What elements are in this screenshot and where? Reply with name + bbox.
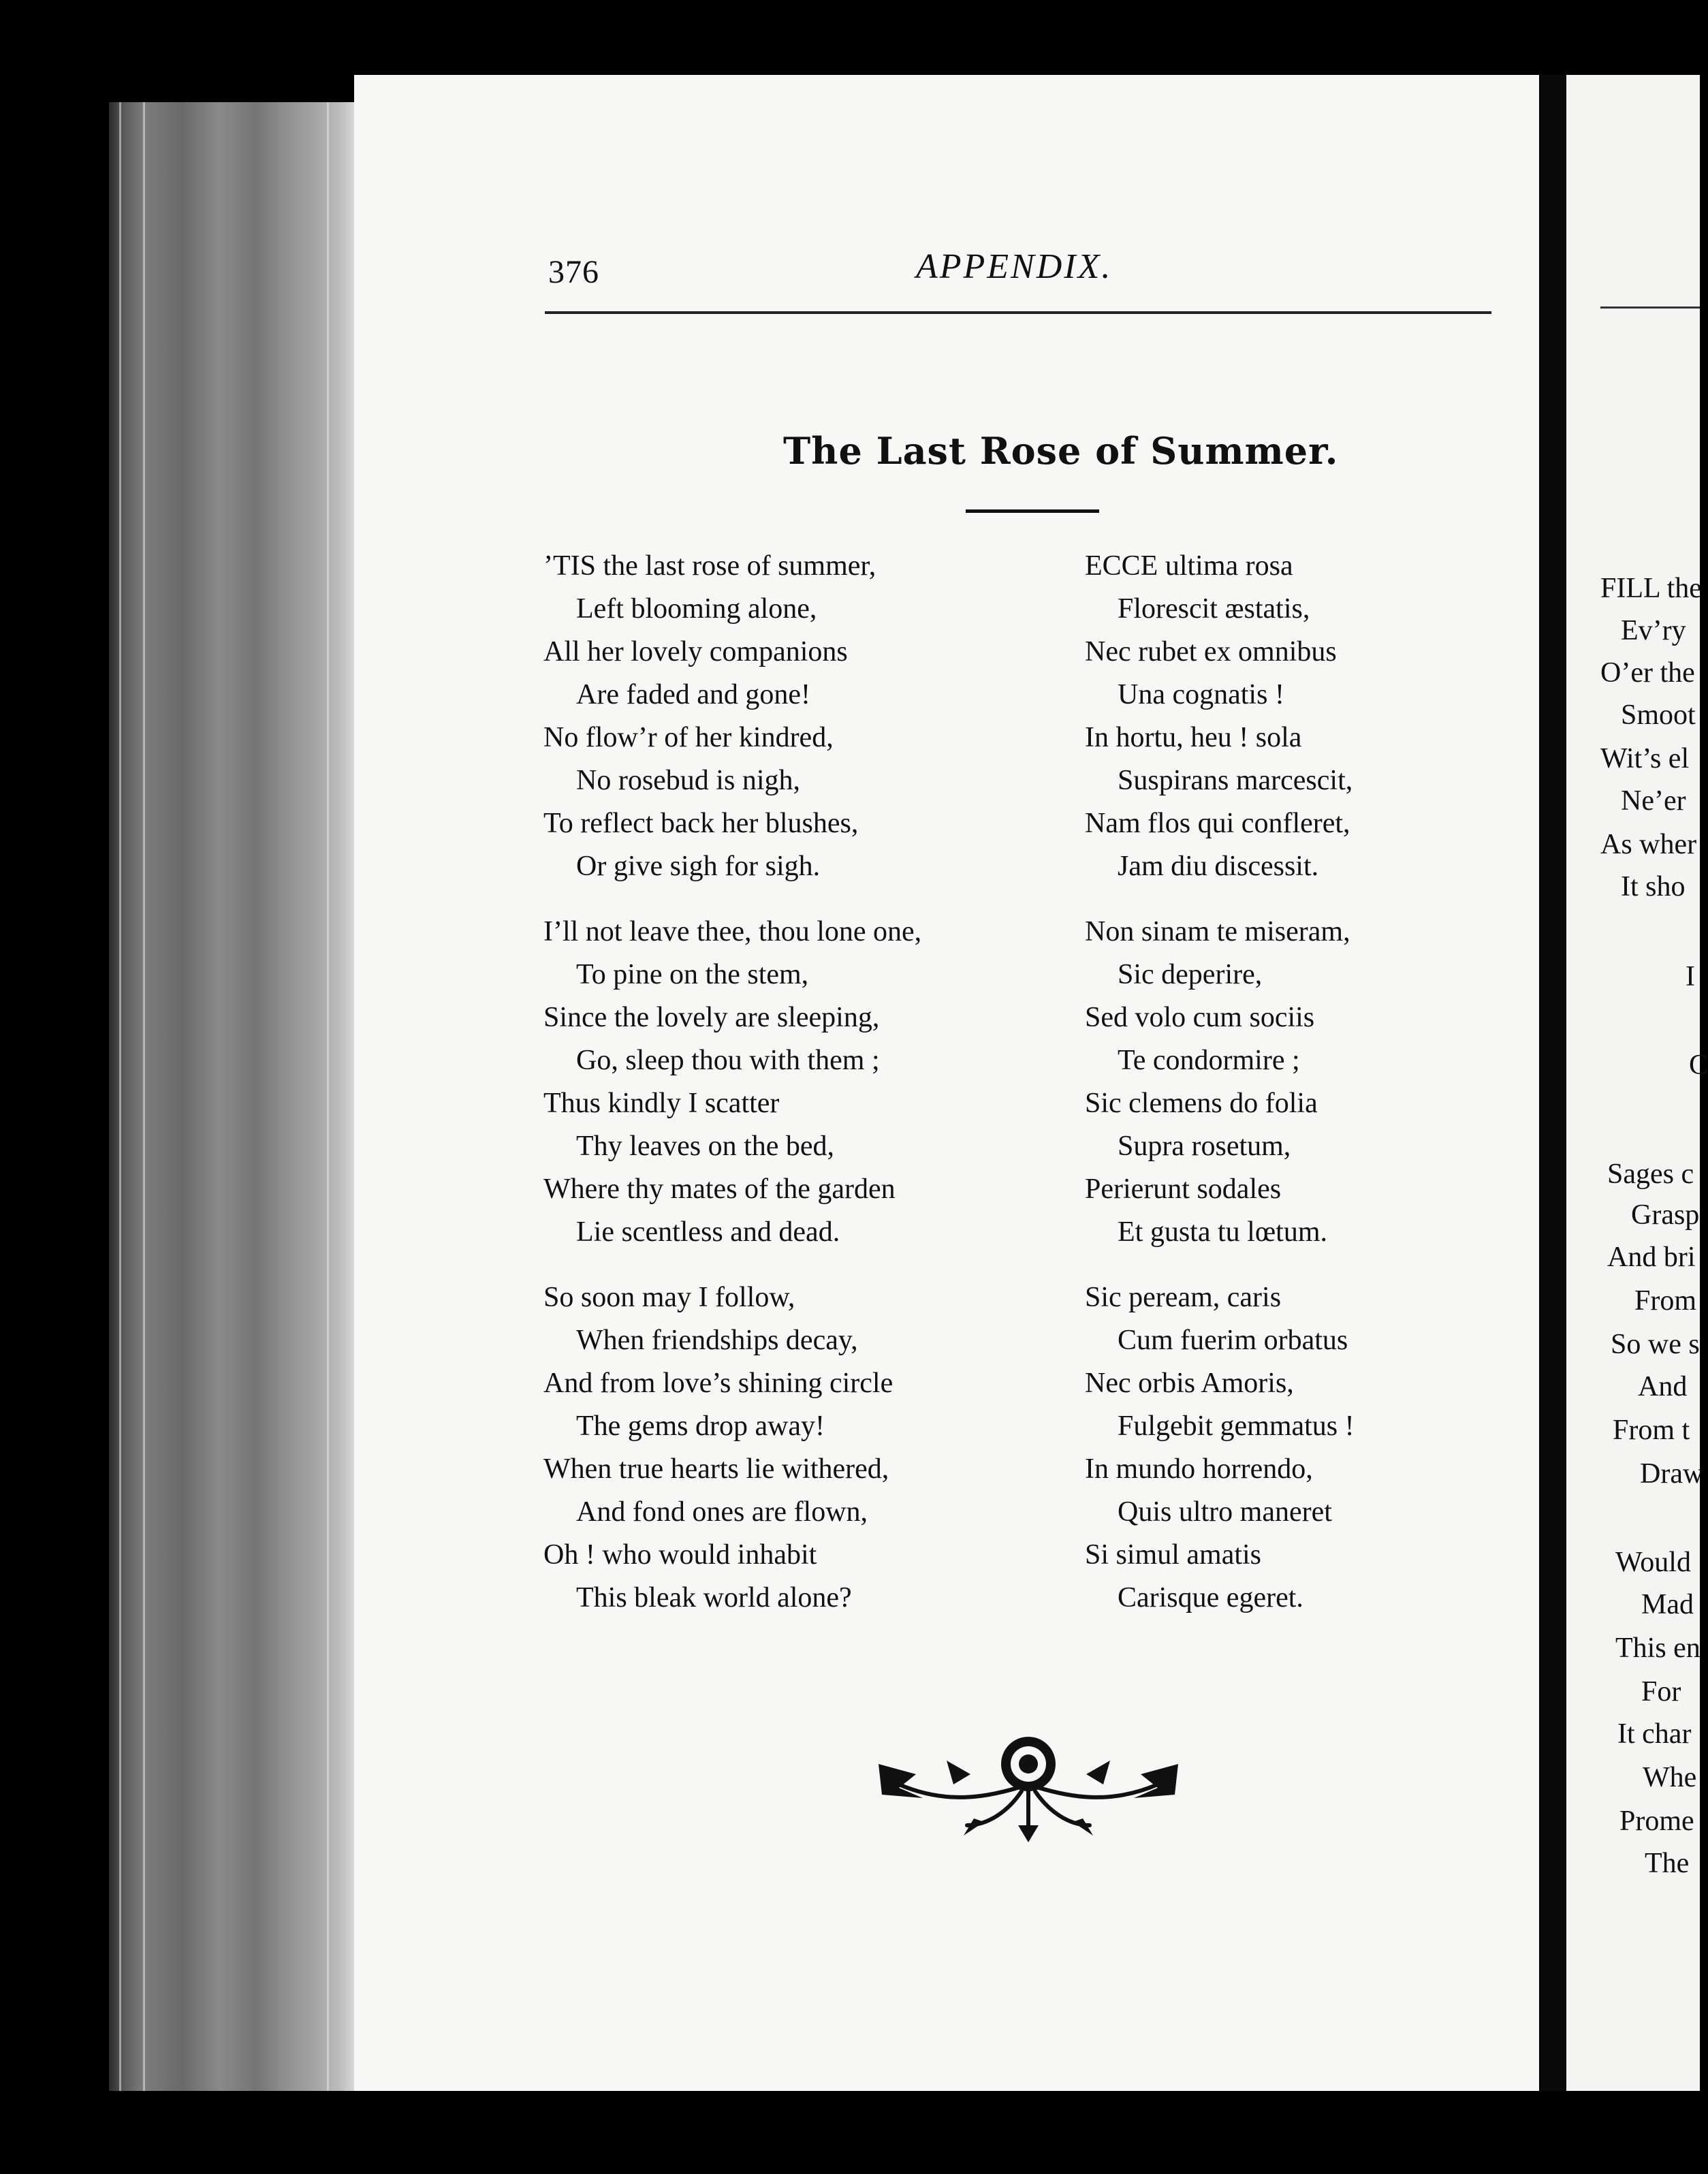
verse-line: ECCE ultima rosa: [1085, 550, 1293, 582]
verse-line: Since the lovely are sleeping,: [543, 1002, 880, 1033]
right-page-fragment: It char: [1617, 1718, 1692, 1750]
verse-line: Sed volo cum sociis: [1085, 1002, 1315, 1033]
verse-line: Supra rosetum,: [1118, 1131, 1291, 1162]
verse-line: To reflect back her blushes,: [543, 808, 859, 839]
page-gutter: [1540, 75, 1566, 2091]
right-page-fragment: And bri: [1607, 1242, 1696, 1273]
verse-line: ’TIS the last rose of summer,: [543, 550, 876, 582]
verse-line: So soon may I follow,: [543, 1282, 795, 1313]
verse-line: Quis ultro maneret: [1118, 1496, 1332, 1528]
verse-line: Thus kindly I scatter: [543, 1088, 780, 1119]
right-page-fragment: Smoot: [1621, 699, 1696, 731]
running-header: APPENDIX.: [916, 247, 1113, 286]
verse-line: Una cognatis !: [1118, 679, 1284, 710]
header-rule: [545, 311, 1491, 314]
verse-line: Nam flos qui confleret,: [1085, 808, 1350, 839]
verse-line: Thy leaves on the bed,: [576, 1131, 835, 1162]
right-page-fragment: Draw: [1640, 1458, 1704, 1490]
verse-line: Sic peream, caris: [1085, 1282, 1282, 1313]
edge-line: [119, 102, 121, 2091]
verse-line: Jam diu discessit.: [1118, 851, 1319, 882]
latin-column: [1085, 545, 1355, 1642]
right-page-rule: [1600, 306, 1700, 309]
right-page-fragment: As wher: [1600, 829, 1697, 860]
book-spine-edge: [109, 102, 354, 2091]
verse-line: Suspirans marcescit,: [1118, 765, 1353, 796]
stanza: [1085, 545, 1355, 888]
right-page-fragment: From: [1634, 1285, 1697, 1317]
right-page-fragment: Would: [1615, 1547, 1691, 1578]
verse-line: Nec rubet ex omnibus: [1085, 636, 1337, 667]
stanza: [1085, 911, 1355, 1254]
right-page-fragment: This en: [1615, 1633, 1701, 1664]
verse-line: No flow’r of her kindred,: [543, 722, 834, 753]
page-number: 376: [548, 254, 599, 290]
verse-line: Perierunt sodales: [1085, 1173, 1282, 1205]
verse-line: Go, sleep thou with them ;: [576, 1045, 880, 1076]
stanza: [543, 545, 921, 888]
edge-line: [327, 102, 329, 2091]
verse-line: No rosebud is nigh,: [576, 765, 800, 796]
verse-line: This bleak world alone?: [576, 1582, 852, 1613]
verse-line: The gems drop away!: [576, 1411, 825, 1442]
right-page-fragment: I: [1686, 961, 1695, 992]
right-page-fragment: The: [1645, 1848, 1690, 1879]
right-page-fragment: Wit’s el: [1600, 743, 1690, 774]
floral-ornament: [851, 1723, 1205, 1846]
verse-line: Are faded and gone!: [576, 679, 810, 710]
right-page-fragment: For: [1641, 1676, 1681, 1707]
verse-line: And fond ones are flown,: [576, 1496, 868, 1528]
stanza: [1085, 1276, 1355, 1620]
verse-line: All her lovely companions: [543, 636, 848, 667]
right-page-fragment: Grasp: [1631, 1199, 1700, 1231]
verse-line: Non sinam te miseram,: [1085, 916, 1350, 947]
verse-line: Where thy mates of the garden: [543, 1173, 896, 1205]
verse-line: Et gusta tu lœtum.: [1118, 1216, 1327, 1248]
verse-line: And from love’s shining circle: [543, 1368, 893, 1399]
right-page-fragment: Ne’er: [1621, 785, 1686, 817]
right-page-fragment: So we s: [1611, 1329, 1700, 1360]
verse-line: Fulgebit gemmatus !: [1118, 1411, 1355, 1442]
right-page-fragment: Prome: [1619, 1806, 1694, 1837]
stanza: [543, 1276, 921, 1620]
title-divider: [966, 509, 1099, 513]
right-page-fragment: From t: [1613, 1415, 1690, 1446]
verse-line: Sic deperire,: [1118, 959, 1263, 990]
verse-line: Cum fuerim orbatus: [1118, 1325, 1348, 1356]
stanza: [543, 911, 921, 1254]
verse-line: Or give sigh for sigh.: [576, 851, 821, 882]
verse-line: When true hearts lie withered,: [543, 1453, 889, 1485]
right-page-fragment: And: [1638, 1371, 1688, 1402]
right-page-fragment: Sages c: [1607, 1159, 1694, 1190]
verse-line: To pine on the stem,: [576, 959, 809, 990]
poem-title: The Last Rose of Summer.: [783, 429, 1339, 473]
right-page-fragment: O’er the: [1600, 657, 1695, 689]
verse-line: Lie scentless and dead.: [576, 1216, 840, 1248]
verse-line: Sic clemens do folia: [1085, 1088, 1318, 1119]
verse-line: Si simul amatis: [1085, 1539, 1262, 1571]
verse-line: In hortu, heu ! sola: [1085, 722, 1302, 753]
verse-line: Nec orbis Amoris,: [1085, 1368, 1294, 1399]
verse-line: In mundo horrendo,: [1085, 1453, 1313, 1485]
verse-line: Florescit æstatis,: [1118, 593, 1310, 625]
verse-line: Te condormire ;: [1118, 1045, 1300, 1076]
verse-line: I’ll not leave thee, thou lone one,: [543, 916, 922, 947]
edge-line: [143, 102, 145, 2091]
verse-line: When friendships decay,: [576, 1325, 858, 1356]
right-page-fragment: Mad: [1641, 1589, 1694, 1620]
right-page-fragment: Whe: [1643, 1762, 1697, 1793]
verse-line: Carisque egeret.: [1118, 1582, 1303, 1613]
right-page-fragment: Ev’ry: [1621, 615, 1686, 646]
right-page-fragment: FILL the: [1600, 573, 1702, 604]
right-page-fragment: C: [1689, 1050, 1708, 1081]
english-column: [543, 545, 921, 1642]
right-page-fragment: It sho: [1621, 871, 1686, 902]
verse-line: Left blooming alone,: [576, 593, 817, 625]
verse-line: Oh ! who would inhabit: [543, 1539, 817, 1571]
